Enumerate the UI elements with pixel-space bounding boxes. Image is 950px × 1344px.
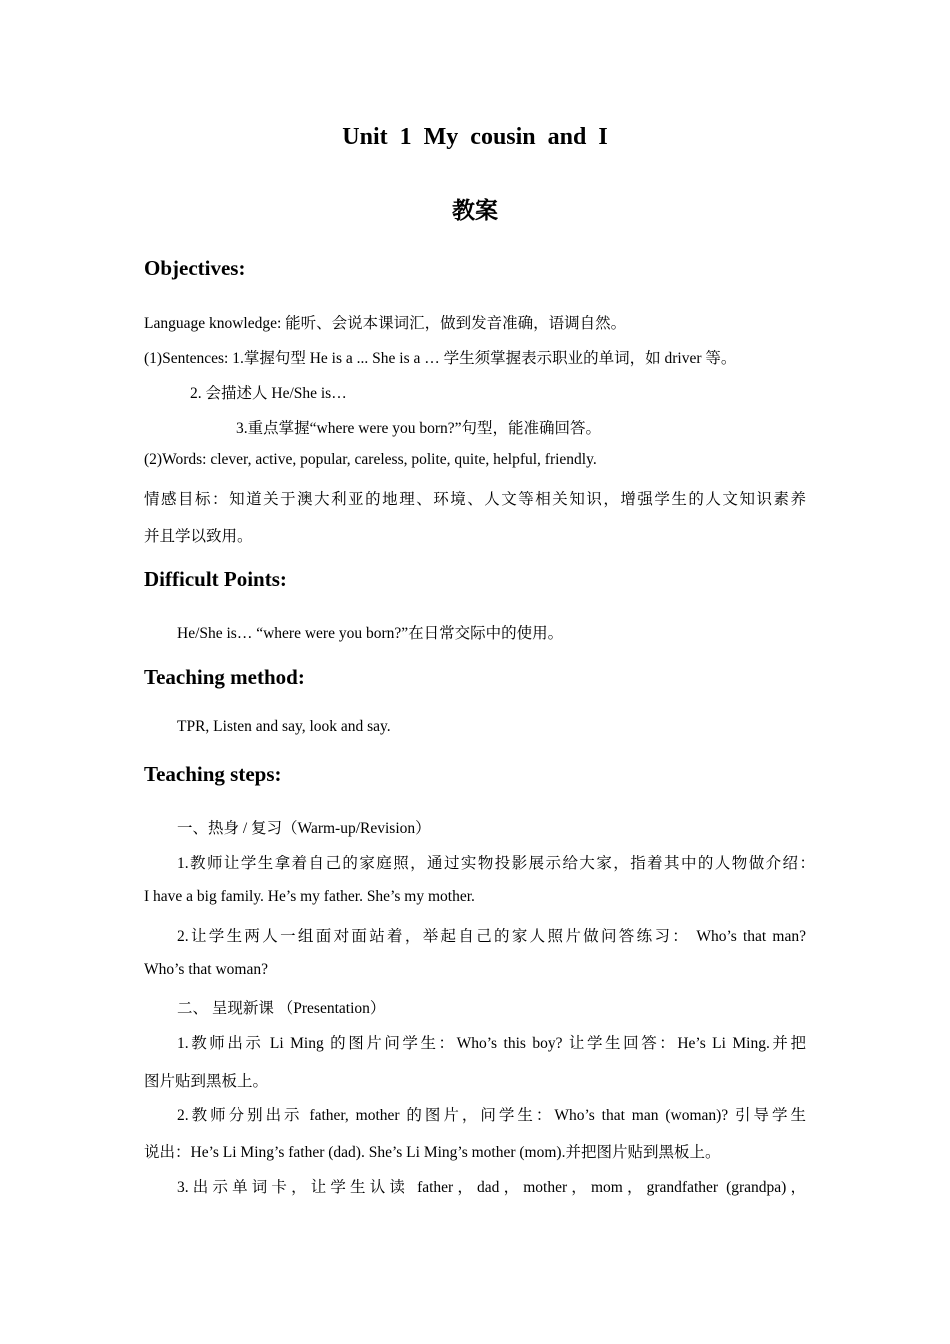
objectives-heading: Objectives:	[144, 256, 246, 280]
warmup-step-1-line-1: 1.教师让学生拿着自己的家庭照，通过实物投影展示给大家，指着其中的人物做介绍：	[177, 855, 815, 872]
warmup-step-1-line-2: I have a big family. He’s my father. She’s my mother.	[144, 888, 475, 905]
document-title: Unit 1 My cousin and I	[342, 124, 608, 150]
emotion-goal-line-1: 情感目标：知道关于澳大利亚的地理、环境、人文等相关知识，增强学生的人文知识素养	[144, 491, 806, 508]
warmup-step-2-line-2: Who’s that woman?	[144, 961, 268, 978]
teaching-method-heading: Teaching method:	[144, 665, 305, 689]
presentation-title: 二、 呈现新课 （Presentation）	[177, 1000, 386, 1017]
emotion-goal-line-2: 并且学以致用。	[144, 528, 253, 545]
warmup-step-2-line-1: 2.让学生两人一组面对面站着，举起自己的家人照片做问答练习： Who’s that man?	[177, 928, 806, 945]
sentences-line-1: (1)Sentences: 1.掌握句型 He is a ... She is a … 学生须掌握表示职业的单词，如 driver 等。	[144, 350, 737, 367]
warmup-title: 一、热身 / 复习（Warm-up/Revision）	[177, 820, 431, 837]
presentation-step-2-line-1: 2.教师分别出示 father, mother 的图片，问学生：Who’s that man (woman)? 引导学生	[177, 1107, 806, 1124]
teaching-method-text: TPR, Listen and say, look and say.	[177, 718, 391, 735]
language-knowledge-line: Language knowledge: 能听、会说本课词汇，做到发音准确，语调自然。	[144, 315, 627, 332]
presentation-step-3-line-1: 3.出示单词卡，让学生认读 father，dad，mother，mom，grandfather (grandpa)，	[177, 1179, 806, 1196]
presentation-step-2-line-2: 说出：He’s Li Ming’s father (dad). She’s Li Ming’s mother (mom).并把图片贴到黑板上。	[144, 1144, 721, 1161]
difficult-points-heading: Difficult Points:	[144, 567, 287, 591]
sentences-line-2: 2. 会描述人 He/She is…	[190, 385, 347, 402]
difficult-points-text: He/She is… “where were you born?”在日常交际中的使用。	[177, 625, 564, 642]
sentences-line-3: 3.重点掌握“where were you born?”句型，能准确回答。	[236, 420, 602, 437]
document-subtitle: 教案	[452, 198, 498, 224]
presentation-step-1-line-1: 1.教师出示 Li Ming 的图片问学生：Who’s this boy? 让学生回答：He’s Li Ming.并把	[177, 1035, 806, 1052]
presentation-step-1-line-2: 图片贴到黑板上。	[144, 1073, 269, 1090]
teaching-steps-heading: Teaching steps:	[144, 762, 282, 786]
words-line: (2)Words: clever, active, popular, careless, polite, quite, helpful, friendly.	[144, 451, 597, 468]
